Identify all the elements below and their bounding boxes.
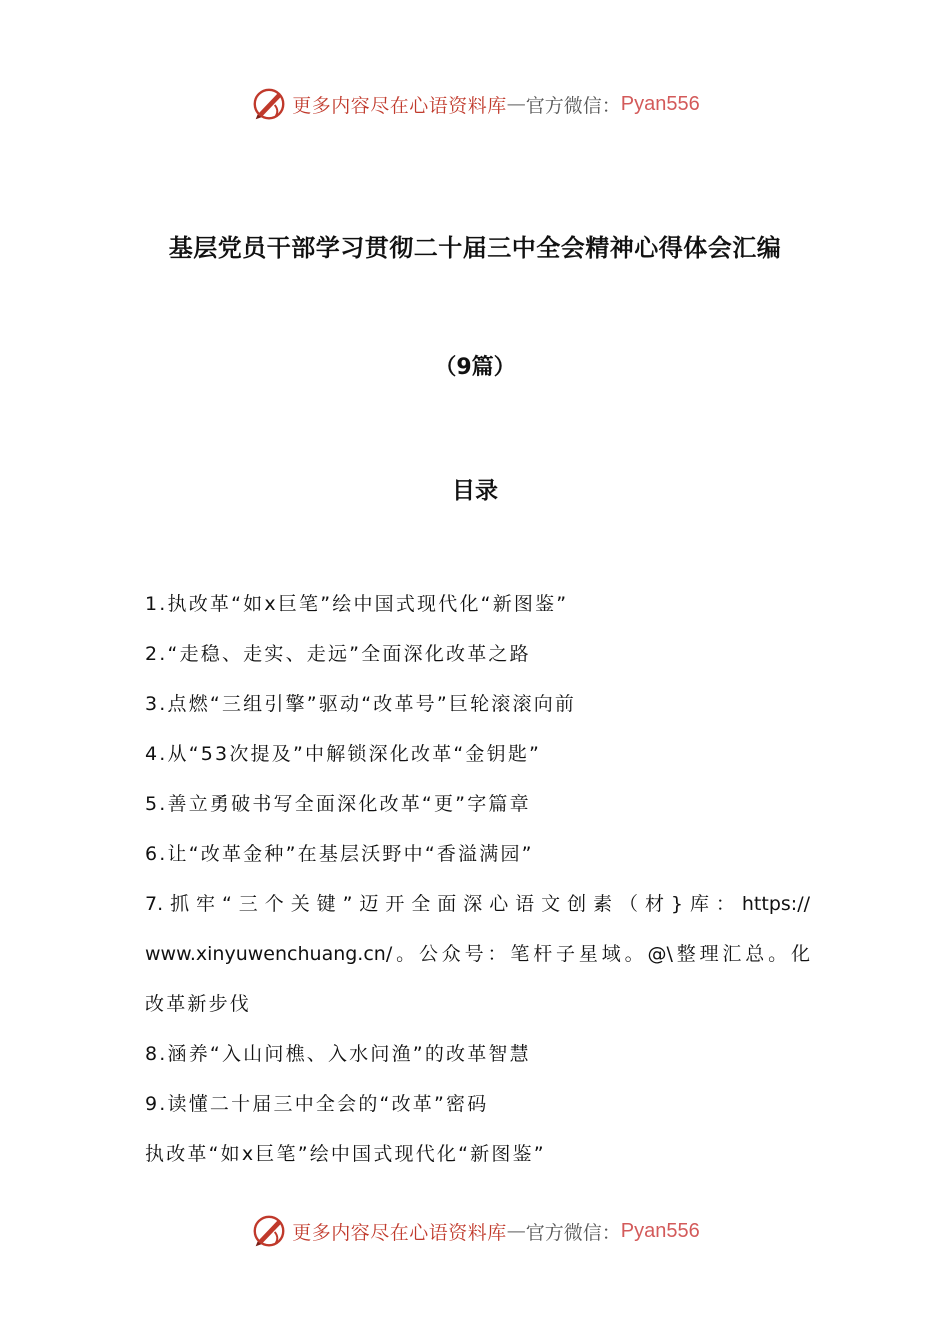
banner-wechat-id: Pyan556 — [620, 1219, 700, 1242]
toc-heading: 目录 — [452, 478, 498, 504]
toc-item-9: 9.读懂二十届三中全会的“改革”密码 — [145, 1093, 489, 1115]
banner-text: 更多内容尽在心语资料库 — [292, 94, 507, 117]
banner-text: 更多内容尽在心语资料库 — [292, 1221, 507, 1244]
banner-wechat-label: 官方微信： — [525, 1221, 621, 1244]
section-heading-1: 执改革“如x巨笔”绘中国式现代化“新图鉴” — [145, 1143, 546, 1165]
pen-logo-icon — [250, 85, 288, 123]
toc-item-7-line-1: 7.抓牢“三个关键”迈开全面深心语文创素（材}库：https:// — [145, 893, 810, 915]
toc-item-7-line-3: 改革新步伐 — [145, 993, 252, 1015]
header-banner — [0, 82, 950, 126]
toc-item-7-line-2: www.xinyuwenchuang.cn/。公众号：笔杆子星域。@\整理汇总。化 — [145, 943, 810, 965]
toc-item-2: 2.“走稳、走实、走远”全面深化改革之路 — [145, 643, 531, 665]
toc-item-5: 5.善立勇破书写全面深化改革“更”字篇章 — [145, 793, 531, 815]
banner-wechat-label: 官方微信： — [525, 94, 621, 117]
table-of-contents — [145, 584, 810, 1184]
toc-item-4: 4.从“53次提及”中解锁深化改革“金钥匙” — [145, 743, 542, 765]
document-subtitle: （9篇） — [434, 355, 516, 380]
banner-separator: — — [506, 1220, 526, 1242]
toc-item-3: 3.点燃“三组引擎”驱动“改革号”巨轮滚滚向前 — [145, 693, 577, 715]
toc-item-1: 1.执改革“如x巨笔”绘中国式现代化“新图鉴” — [145, 593, 569, 615]
banner-wechat-id: Pyan556 — [620, 92, 700, 115]
toc-item-6: 6.让“改革金种”在基层沃野中“香溢满园” — [145, 843, 534, 865]
footer-banner — [0, 1209, 950, 1253]
pen-logo-icon — [250, 1212, 288, 1250]
document-title: 基层党员干部学习贯彻二十届三中全会精神心得体会汇编 — [168, 234, 782, 262]
banner-separator: — — [506, 93, 526, 115]
toc-item-8: 8.涵养“入山问樵、入水问渔”的改革智慧 — [145, 1043, 531, 1065]
